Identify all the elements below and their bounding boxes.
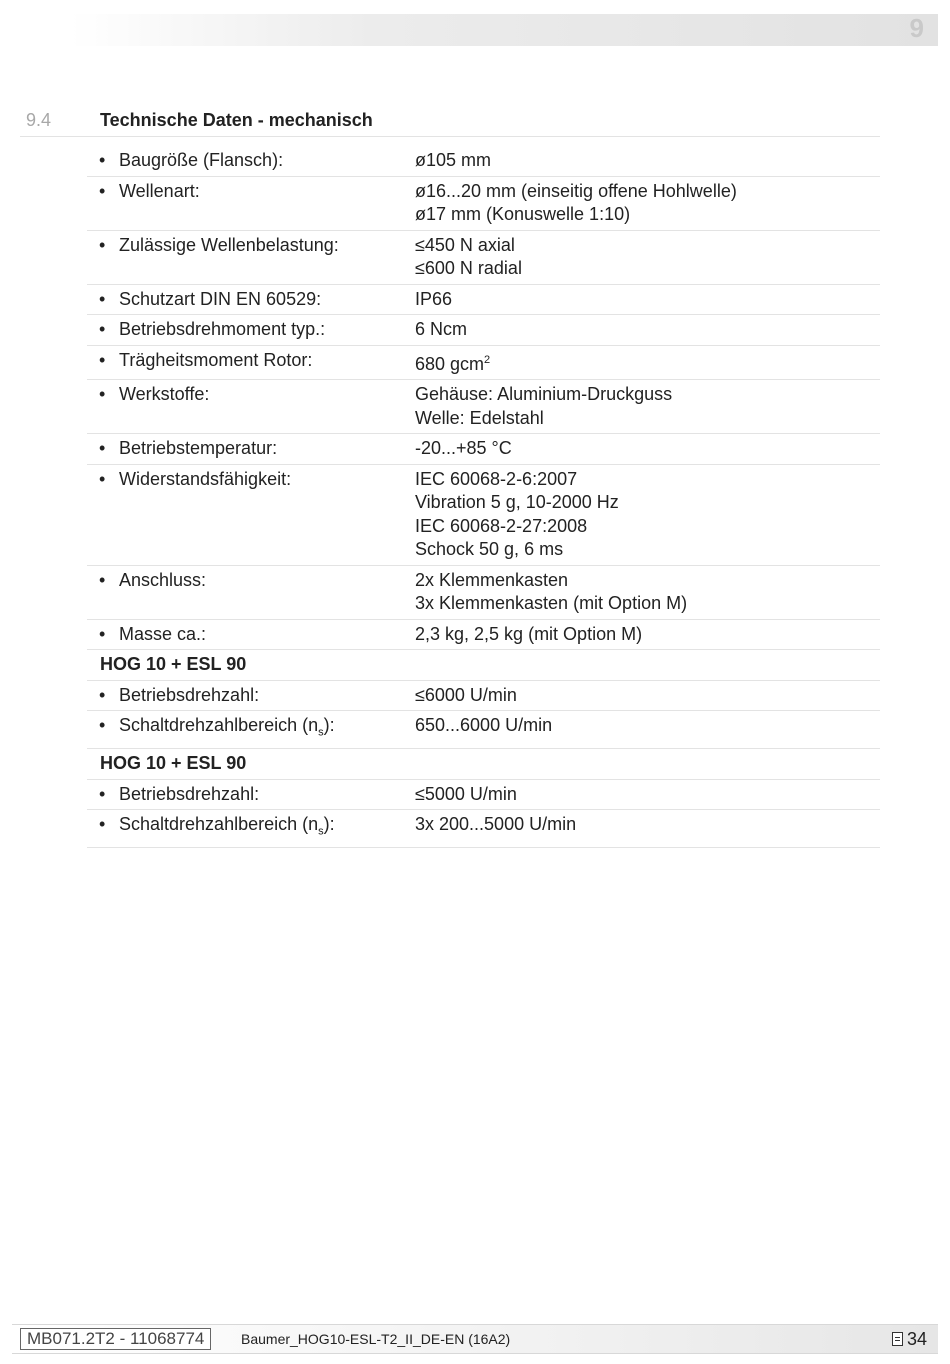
spec-row: [87, 779, 880, 810]
spec-label: Schutzart DIN EN 60529:: [119, 288, 322, 309]
spec-label: Schaltdrehzahlbereich (n: [119, 715, 319, 735]
spec-value-cell: [415, 434, 880, 465]
spec-value: Vibration 5 g, 10-2000 Hz: [415, 492, 619, 512]
chapter-number: 9: [909, 13, 924, 43]
spec-label-cell: [87, 779, 415, 810]
document-id: MB071.2T2 - 11068774: [20, 1328, 211, 1350]
spec-table: [87, 146, 880, 848]
spec-label: Betriebsdrehmoment typ.:: [119, 319, 326, 339]
spec-value: 650...6000 U/min: [415, 715, 553, 735]
spec-label-cell: [87, 230, 415, 284]
bullet-icon: •: [99, 715, 106, 735]
spec-value-cell: [415, 176, 880, 230]
spec-row: [87, 176, 880, 230]
spec-label: Widerstandsfähigkeit:: [119, 468, 292, 489]
document-name: Baumer_HOG10-ESL-T2_II_DE-EN (16A2): [241, 1331, 511, 1347]
spec-label: Baugröße (Flansch):: [119, 150, 284, 170]
spec-value-cell: [415, 380, 880, 434]
spec-row: [87, 810, 880, 848]
spec-label-cell: [87, 345, 415, 380]
spec-label-cell: [87, 711, 415, 749]
bullet-icon: •: [99, 783, 106, 804]
spec-label: Betriebstemperatur:: [119, 438, 278, 458]
spec-row: [87, 146, 880, 176]
spec-value: ≤5000 U/min: [415, 783, 517, 804]
spec-value: 680 gcm: [415, 353, 485, 374]
spec-row: [87, 680, 880, 711]
spec-value: ≤6000 U/min: [415, 684, 517, 705]
spec-label-cell: [87, 315, 415, 346]
bullet-icon: •: [99, 349, 106, 370]
bullet-icon: •: [99, 288, 106, 309]
spec-row: [87, 565, 880, 619]
spec-label-subscript: s: [318, 825, 324, 838]
section-heading: [20, 108, 880, 137]
spec-value: 2x Klemmenkasten: [415, 569, 569, 590]
spec-row: [87, 380, 880, 434]
spec-row: [87, 464, 880, 565]
spec-value-cell: [415, 680, 880, 711]
spec-label-cell: [87, 284, 415, 315]
section-title: Technische Daten - mechanisch: [100, 110, 373, 130]
page-number: 34: [907, 1329, 928, 1349]
spec-value-superscript: 2: [484, 353, 491, 366]
spec-table-body: [87, 146, 880, 848]
spec-label-end: ):: [323, 814, 335, 835]
spec-value-cell: [415, 711, 880, 749]
spec-row: [87, 711, 880, 749]
bullet-icon: •: [99, 569, 106, 590]
spec-label-cell: [87, 176, 415, 230]
spec-value-cell: [415, 464, 880, 565]
spec-value-cell: [415, 345, 880, 380]
spec-label-cell: [87, 434, 415, 465]
spec-label-cell: [87, 810, 415, 848]
spec-label: Trägheitsmoment Rotor:: [119, 349, 313, 370]
bullet-icon: •: [99, 234, 106, 255]
footer-bar: [12, 1324, 938, 1354]
page-icon: [892, 1332, 903, 1346]
spec-label-cell: [87, 464, 415, 565]
spec-value: IEC 60068-2-27:2008: [415, 515, 588, 536]
bullet-icon: •: [99, 319, 106, 339]
spec-label-cell: [87, 380, 415, 434]
spec-value: Welle: Edelstahl: [415, 407, 544, 428]
spec-value-cell: [415, 284, 880, 315]
spec-label: Schaltdrehzahlbereich (n: [119, 814, 319, 835]
spec-row: [87, 284, 880, 315]
group-heading-row: [87, 650, 880, 681]
spec-label: Anschluss:: [119, 569, 207, 590]
spec-value: 6 Ncm: [415, 319, 468, 339]
spec-value-cell: [415, 565, 880, 619]
spec-label: Wellenart:: [119, 180, 200, 201]
spec-label: Zulässige Wellenbelastung:: [119, 234, 339, 255]
spec-value-cell: [415, 810, 880, 848]
spec-value-cell: [415, 779, 880, 810]
spec-value: Schock 50 g, 6 ms: [415, 539, 564, 559]
spec-value: ø16...20 mm (einseitig offene Hohlwelle): [415, 180, 737, 201]
bullet-icon: •: [99, 684, 106, 705]
bullet-icon: •: [99, 438, 106, 458]
spec-value: IEC 60068-2-6:2007: [415, 468, 578, 489]
spec-row: [87, 619, 880, 650]
spec-label: Betriebsdrehzahl:: [119, 783, 260, 804]
spec-row: [87, 434, 880, 465]
spec-value: -20...+85 °C: [415, 438, 512, 458]
spec-value-cell: [415, 230, 880, 284]
spec-value: 3x 200...5000 U/min: [415, 814, 577, 835]
spec-label-end: ):: [323, 715, 335, 735]
spec-label-cell: [87, 565, 415, 619]
spec-value-cell: [415, 146, 880, 176]
spec-label: Masse ca.:: [119, 623, 207, 644]
spec-label-subscript: s: [318, 726, 324, 739]
spec-row: [87, 315, 880, 346]
spec-label-cell: [87, 619, 415, 650]
spec-label: Werkstoffe:: [119, 384, 210, 404]
spec-value: 2,3 kg, 2,5 kg (mit Option M): [415, 623, 643, 644]
header-bar: [70, 14, 938, 46]
spec-value-cell: [415, 619, 880, 650]
spec-label-cell: [87, 680, 415, 711]
group-heading: HOG 10 + ESL 90: [87, 749, 880, 780]
spec-value-cell: [415, 315, 880, 346]
group-heading-row: [87, 749, 880, 780]
spec-value: 3x Klemmenkasten (mit Option M): [415, 593, 688, 613]
spec-value: ø105 mm: [415, 150, 492, 170]
spec-label-cell: [87, 146, 415, 176]
bullet-icon: •: [99, 468, 106, 489]
bullet-icon: •: [99, 180, 106, 201]
spec-value: ø17 mm (Konuswelle 1:10): [415, 204, 631, 224]
group-heading: HOG 10 + ESL 90: [87, 650, 880, 681]
bullet-icon: •: [99, 623, 106, 644]
spec-row: [87, 230, 880, 284]
bullet-icon: •: [99, 384, 106, 404]
spec-label: Betriebsdrehzahl:: [119, 684, 260, 705]
bullet-icon: •: [99, 150, 106, 170]
spec-value: ≤450 N axial: [415, 234, 515, 255]
bullet-icon: •: [99, 814, 106, 835]
spec-row: [87, 345, 880, 380]
spec-value: Gehäuse: Aluminium-Druckguss: [415, 384, 673, 404]
spec-value: ≤600 N radial: [415, 258, 522, 278]
spec-value: IP66: [415, 288, 453, 309]
section-number: 9.4: [26, 110, 52, 130]
